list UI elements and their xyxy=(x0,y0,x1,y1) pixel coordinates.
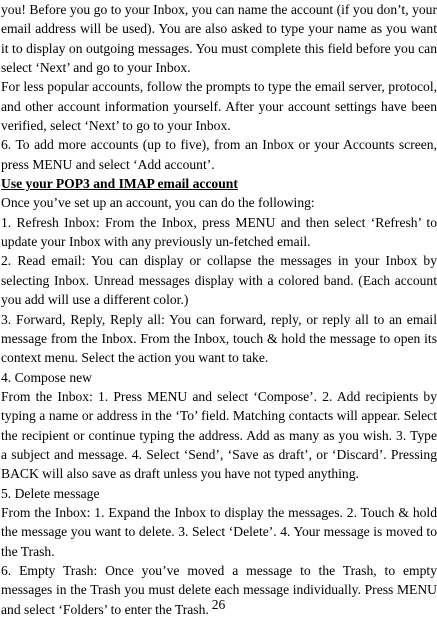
paragraph-add-more-accounts: 6. To add more accounts (up to five), from an Inbox or your Accounts screen, press MENU and select ‘Add account’. xyxy=(1,137,437,172)
page-body xyxy=(1,0,437,619)
paragraph-empty-trash: 6. Empty Trash: Once you’ve moved a message to the Trash, to empty messages in the Trash you must delete each message individually. Press MENU and select ‘Folders’ to enter the Trash. xyxy=(1,562,437,617)
paragraph-account-naming: you! Before you go to your Inbox, you can name the account (if you don’t, your email address will be used). You are also asked to type your name as you want it to display on outgoing messages. You must complete this field before you can select ‘Next’ and go to your Inbox. xyxy=(1,2,437,76)
paragraph-delete-steps: From the Inbox: 1. Expand the Inbox to display the messages. 2. Touch & hold the message you want to delete. 3. Select ‘Delete’. 4. Your message is moved to the Trash. xyxy=(1,504,437,559)
paragraph-read-email: 2. Read email: You can display or collapse the messages in your Inbox by selecting Inbox. Unread messages display with a colored band. (Each account you add will use a different color.) xyxy=(1,253,437,308)
paragraph-compose-title: 4. Compose new xyxy=(1,369,92,385)
section-heading: Use your POP3 and IMAP email account xyxy=(1,176,238,192)
paragraph-refresh-inbox: 1. Refresh Inbox: From the Inbox, press MENU and then select ‘Refresh’ to update your Inbox with any previously un-fetched email. xyxy=(1,214,437,250)
paragraph-compose-steps: From the Inbox: 1. Press MENU and select ‘Compose’. 2. Add recipients by typing a name or address in the ‘To’ field. Matching contacts will appear. Select the recipient or continue typing the address. Add as many as you wish. 3. Type a subject and message. 4. Select ‘Send’, ‘Save as draft’, or ‘Discard’. Pressing BACK will also save as draft unless you have not typed anything. xyxy=(1,388,437,482)
page-number: 26 xyxy=(211,597,226,612)
paragraph-forward-reply: 3. Forward, Reply, Reply all: You can forward, reply, or reply all to an email message from the Inbox. From the Inbox, touch & hold the message to open its context menu. Select the action you want to take. xyxy=(1,311,437,366)
paragraph-less-popular-accounts: For less popular accounts, follow the prompts to type the email server, protocol, and other account information yourself. After your account settings have been verified, select ‘Next’ to go to your Inbox. xyxy=(1,79,437,134)
paragraph-intro: Once you’ve set up an account, you can do the following: xyxy=(1,195,315,211)
paragraph-delete-title: 5. Delete message xyxy=(1,485,100,501)
